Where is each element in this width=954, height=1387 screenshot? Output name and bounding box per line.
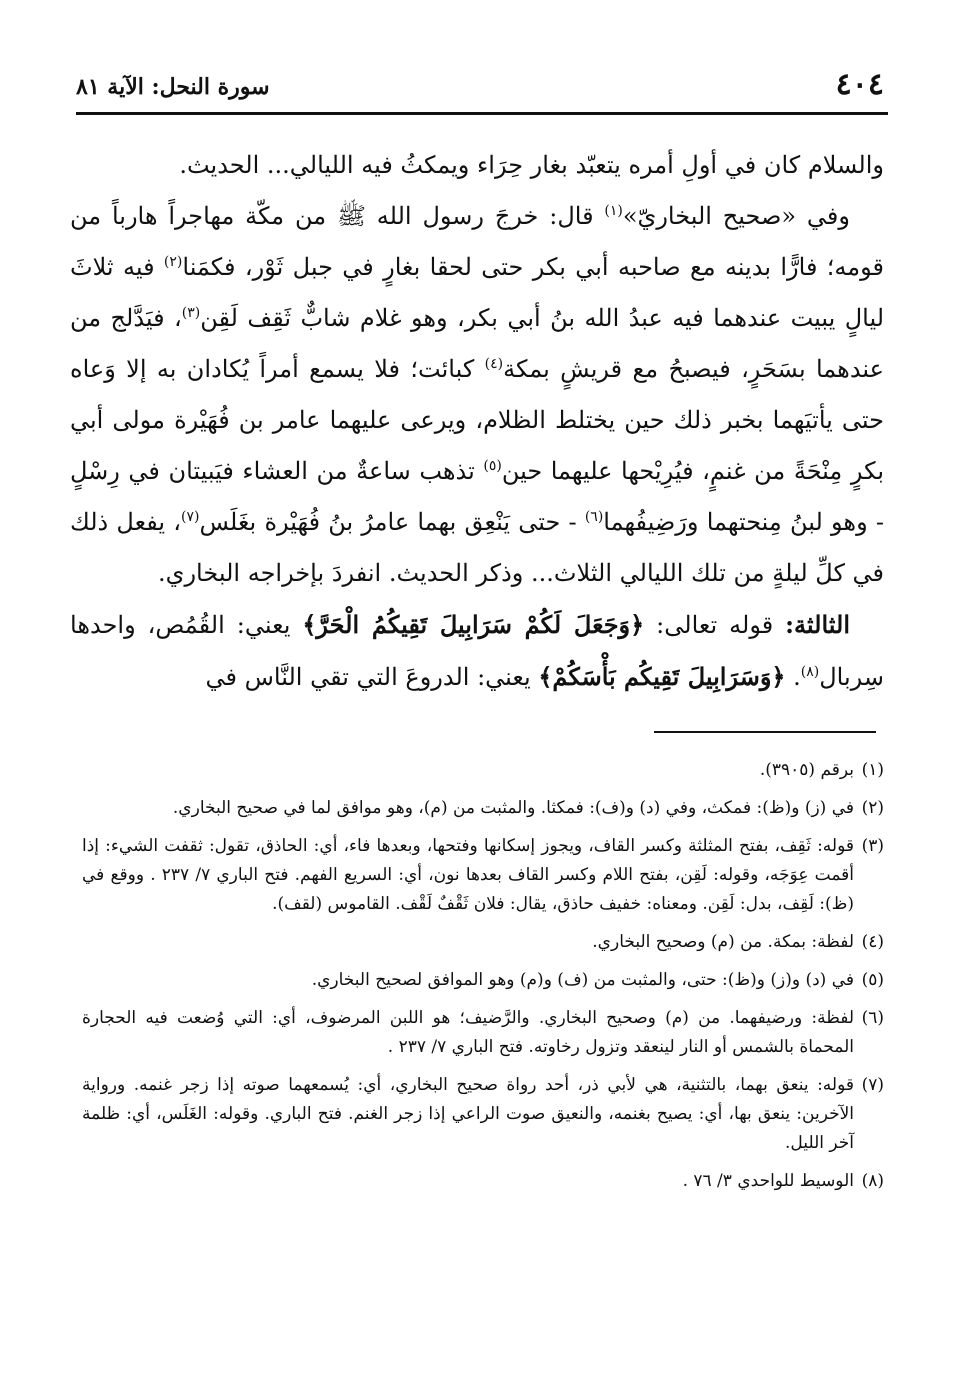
footnote-ref-4: (٤): [484, 356, 504, 372]
text-segment: قال: خرجَ رسول الله ﷺ من مكّة مهاجراً هارباً من قومه؛ فارًّا بدينه مع صاحبه أبي بكر حتى لحقا بغارٍ في جبل ثَوْر، فكمَنا: [70, 202, 884, 281]
footnote-number: (٦): [861, 1008, 884, 1028]
footnote: [82, 928, 884, 957]
footnote-text: في (ز) و(ظ): فمكث، وفي (د) و(ف): فمكثا. والمثبت من (م)، وهو موافق لما في صحيح البخاري.: [172, 798, 854, 818]
paragraph-3: [70, 599, 884, 703]
text-segment: تذهب ساعةٌ من العشاء فيَبيتان في رِسْلٍ - وهو لبنُ مِنحتهما ورَضِيفُهما: [70, 457, 884, 536]
footnotes: [82, 756, 884, 1205]
paragraph-2: [70, 191, 884, 599]
footnote: [82, 966, 884, 995]
footnote: [82, 1004, 884, 1062]
footnote-text: قوله: ينعق بهما، بالتثنية، هي لأبي ذر، أحد رواة صحيح البخاري، أي: يُسمعهما صوته إذا زجر غنمه. ورواية الآخرين: ينعق بها، أي: يصيح بغنمه، والنعيق صوت الراعي إذا زجر الغنم. فتح الباري. وقوله: الغَلَس، أي: ظلمة آخر الليل.: [82, 1075, 854, 1153]
text-segment: ، فيَدَّلج من عندهما بسَحَرٍ، فيصبحُ مع قريشٍ بمكة: [70, 304, 884, 383]
footnote-ref-8: (٨): [800, 664, 820, 680]
text-segment: قوله تعالى:: [644, 611, 786, 639]
footnote-ref-1: (١): [604, 203, 623, 219]
footnote-ref-6: (٦): [584, 509, 604, 525]
footnote-text: لفظة: ورضيفهما. من (م) وصحيح البخاري. والرَّضيف؛ هو اللبن المرضوف، أي: التي وُضعت فيه الحجارة المحماة بالشمس أو النار لينعقد وتزول رخاوته. فتح الباري ٧/ ٢٣٧ .: [82, 1008, 854, 1057]
footnote: [82, 756, 884, 785]
footnote-text: قوله: ثَقِف، بفتح المثلثة وكسر القاف، ويجوز إسكانها وفتحها، وبعدها فاء، أي: الحاذق، تقول: ثقفت الشيء: إذا أقمت عِوَجَه، وقوله: لَقِن، بفتح اللام وكسر القاف بعدها نون، أي: السريع الفهم. فتح الباري ٧/ ٢٣٧ . ووقع في (ظ): لَقِف، بدل: لَقِن. ومعناه: خفيف حاذق، يقال: فلان ثَقْفٌ لَقْف. القاموس (لقف).: [82, 836, 854, 914]
footnote-number: (١): [861, 760, 884, 780]
footnote-text: برقم (٣٩٠٥).: [759, 760, 854, 780]
header-rule: [76, 112, 888, 115]
footnote: [82, 1071, 884, 1158]
footnote-number: (٢): [861, 798, 884, 818]
running-title: سورة النحل: الآية ٨١: [76, 74, 270, 100]
quran-verse: ﴿وَجَعَلَ لَكُمْ سَرَابِيلَ تَقِيكُمُ الْحَرَّ﴾: [302, 610, 645, 639]
footnote-number: (٤): [861, 932, 884, 952]
page-number: ٤٠٤: [835, 67, 884, 102]
footnote-ref-5: (٥): [483, 458, 502, 474]
paragraph-1: والسلام كان في أولِ أمره يتعبّد بغار حِرَاء ويمكثُ فيه الليالي... الحديث.: [179, 151, 884, 179]
text-segment: يعني: القُمُص، واحدها سِربال: [70, 611, 884, 691]
footnote-number: (٣): [861, 836, 884, 856]
text-segment: كبائت؛ فلا يسمع أمراً يُكادان به إلا وَعاه حتى يأتيَهما بخبر ذلك حين يختلط الظلام، ويرعى عليهما عامر بن فُهَيْرة مولى أبي بكرٍ مِنْحَةً من غنمٍ، فيُرِيْحها عليهما حين: [70, 355, 885, 485]
footnote-separator: [654, 731, 876, 733]
footnote-number: (٥): [861, 970, 884, 990]
footnote-ref-3: (٣): [181, 305, 201, 321]
footnote-text: في (د) و(ز) و(ظ): حتى، والمثبت من (ف) و(م) وهو الموافق لصحيح البخاري.: [311, 970, 854, 990]
section-lead-word: الثالثة:: [785, 610, 850, 639]
footnote-ref-7: (٧): [180, 509, 200, 525]
footnote: [82, 794, 884, 823]
footnote-ref-2: (٢): [163, 254, 183, 270]
text-segment: وفي «صحيح البخاريّ»: [622, 202, 850, 230]
text-segment: .: [785, 663, 801, 691]
quran-verse: ﴿وَسَرَابِيلَ تَقِيكُم بَأْسَكُمْ﴾: [538, 662, 786, 691]
text-segment: ، يفعل ذلك في كلِّ ليلةٍ من تلك الليالي الثلاث... وذكر الحديث. انفردَ بإخراجه البخاري.: [70, 508, 884, 587]
text-segment: يعني: الدروعَ التي تقي النَّاس في: [205, 663, 539, 691]
main-text: [70, 140, 884, 703]
footnote: [82, 832, 884, 919]
footnote-number: (٨): [861, 1171, 884, 1191]
footnote: [82, 1167, 884, 1196]
footnote-text: الوسيط للواحدي ٣/ ٧٦ .: [682, 1171, 854, 1191]
page-header: [76, 62, 884, 102]
text-segment: فيه ثلاثَ ليالٍ يبيت عندهما فيه عبدُ الله بنُ أبي بكر، وهو غلام شابٌّ ثَقِف لَقِن: [70, 253, 885, 332]
text-segment: - حتى يَنْعِق بهما عامرُ بنُ فُهَيْرة بغَلَس: [199, 508, 585, 536]
footnote-number: (٧): [861, 1075, 884, 1095]
footnote-text: لفظة: بمكة. من (م) وصحيح البخاري.: [592, 932, 854, 952]
